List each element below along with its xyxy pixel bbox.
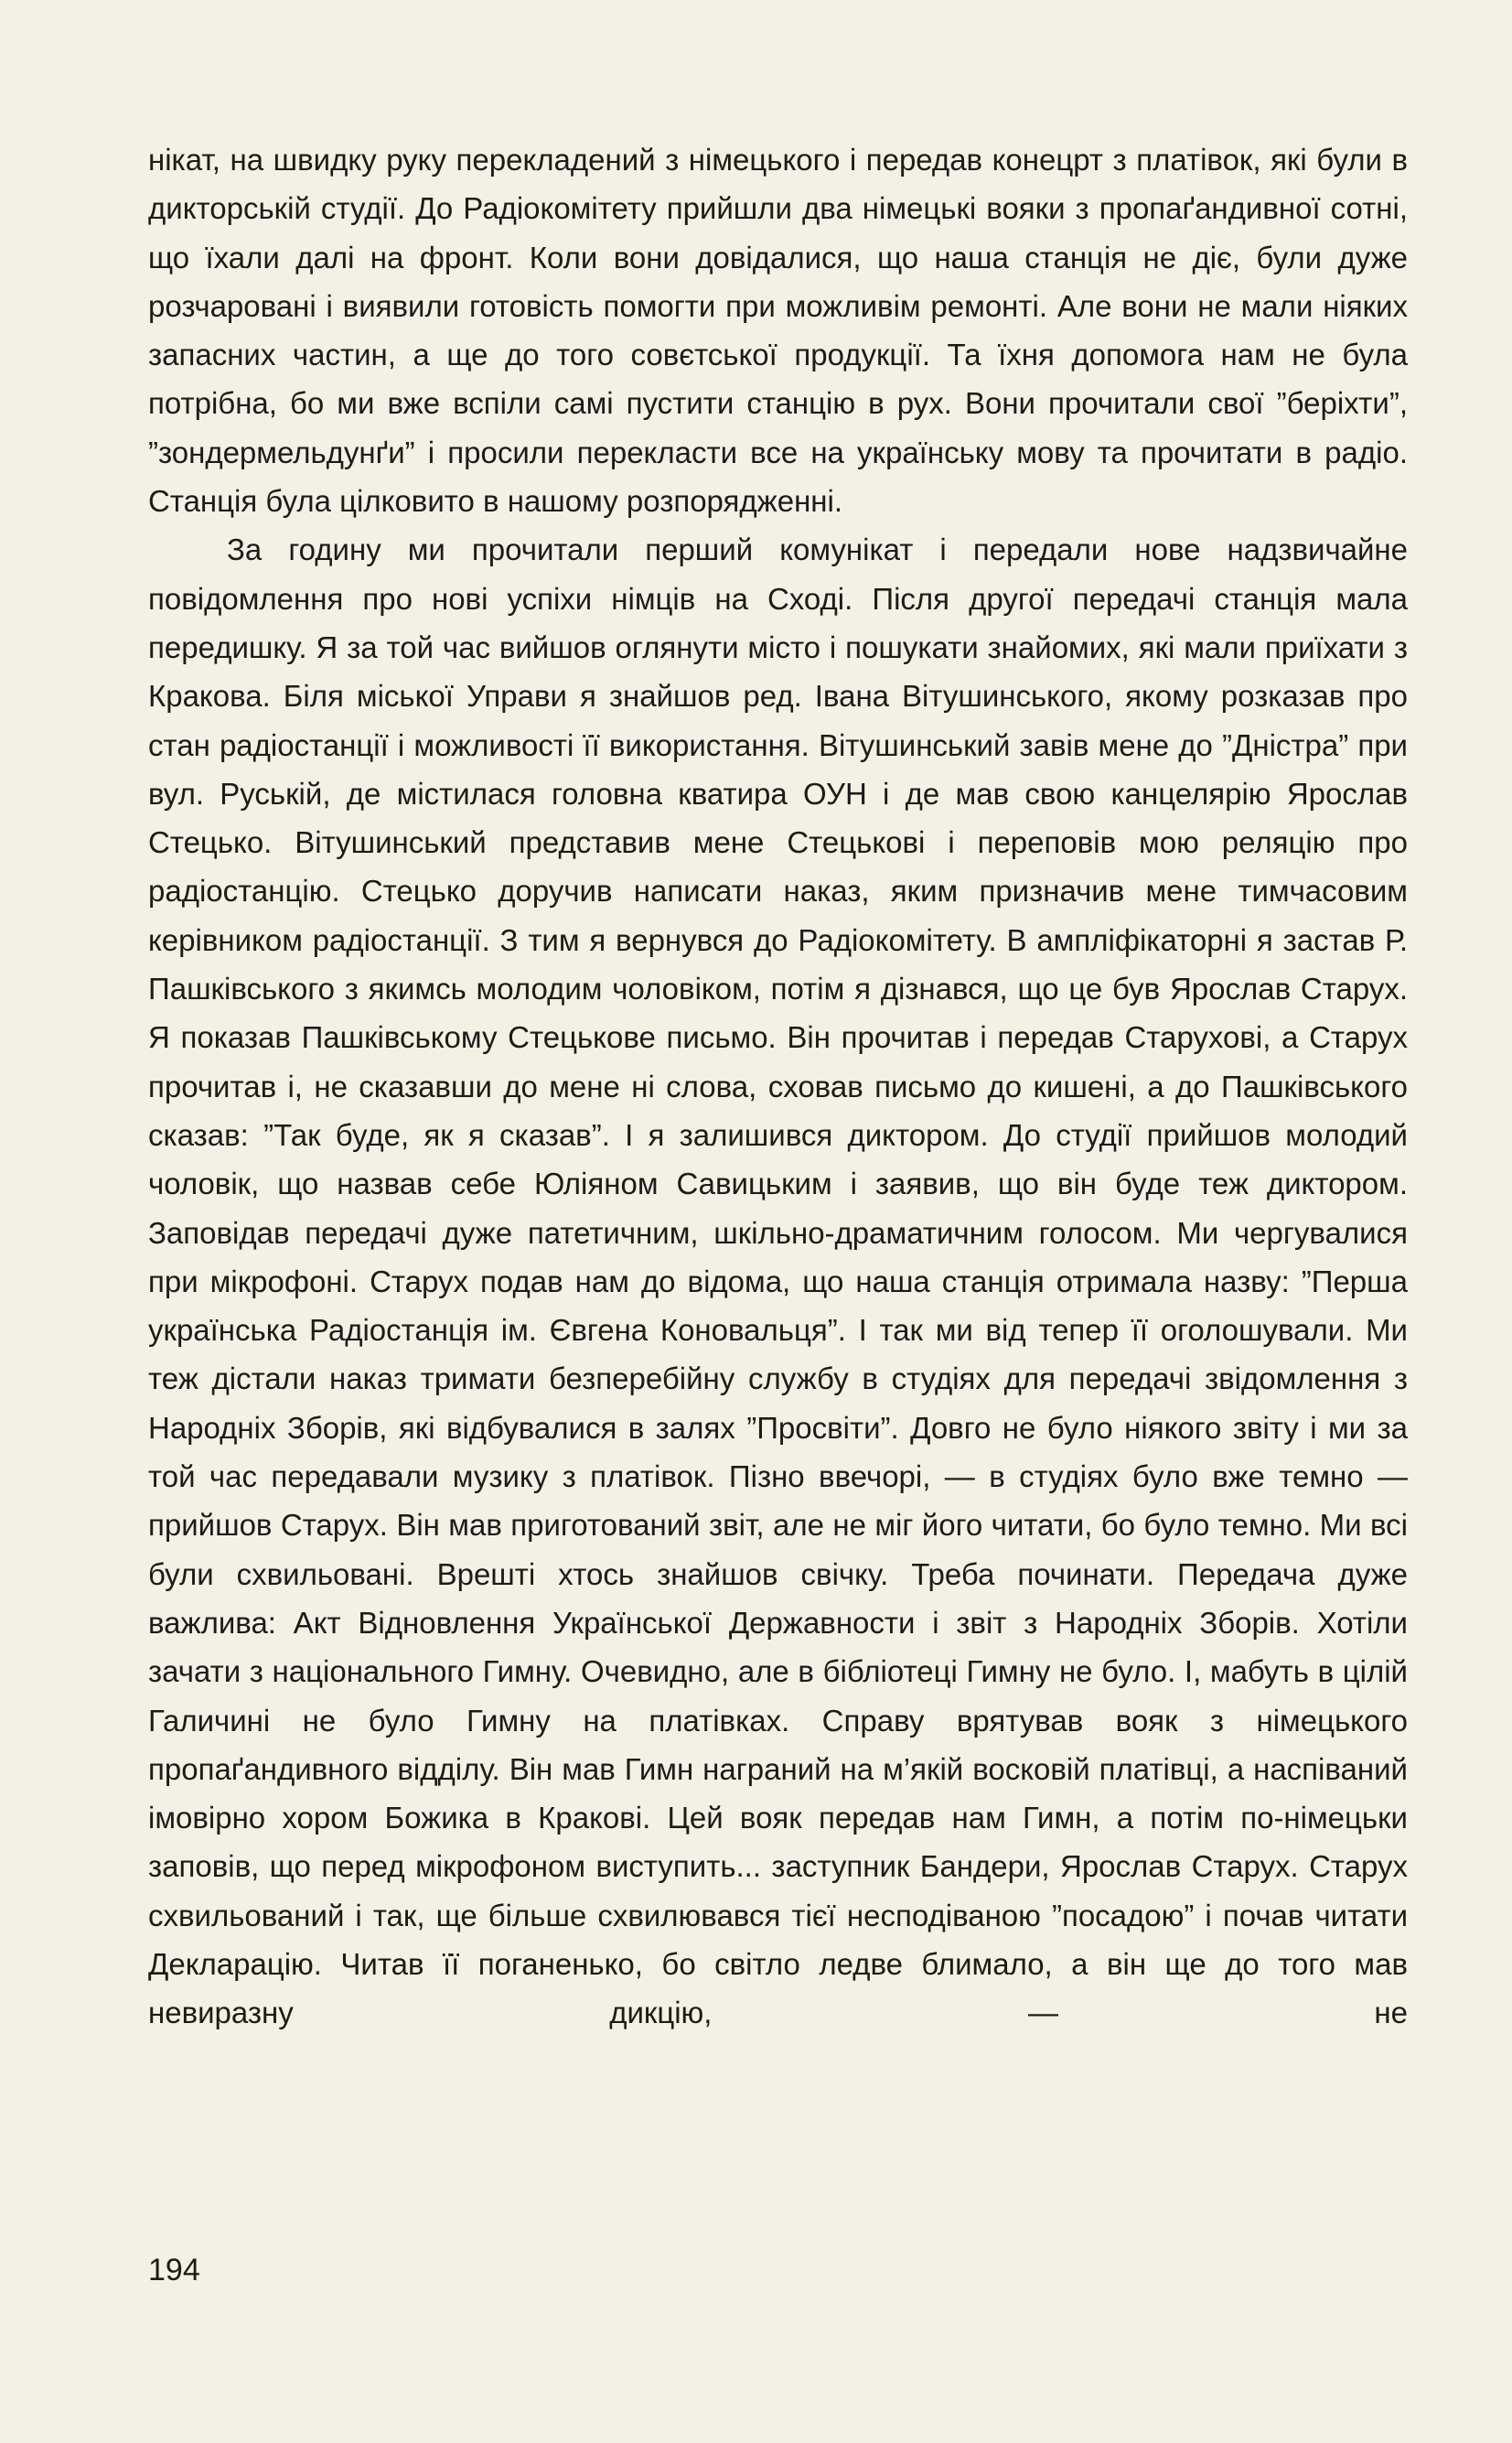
body-text <box>148 135 1408 2038</box>
paragraph-1: нікат, на швидку руку перекладений з німецького і передав конецрт з платівок, які були в дикторській студії. До Радіокомітету прийшли два німецькі вояки з пропаґандивної сотні, що їхали далі на фронт. Коли вони довідалися, що наша станція не діє, були дуже розчаровані і виявили готовість помогти при можливім ремонті. Але вони не мали ніяких запасних частин, а ще до того совєтської продукції. Та їхня допомога нам не була потрібна, бо ми вже вспіли самі пустити станцію в рух. Вони прочитали свої ”беріхти”, ”зондермельдунґи” і просили перекласти все на українську мову та прочитати в радіо. Станція була цілковито в нашому розпорядженні. <box>148 143 1408 519</box>
page-number: 194 <box>148 2253 200 2287</box>
paragraph-2: За годину ми прочитали перший комунікат і передали нове надзвичайне повідомлення про нові успіхи німців на Сході. Після другої передачі станція мала передишку. Я за той час вийшов оглянути місто і пошукати знайомих, які мали приїхати з Кракова. Біля міської Управи я знайшов ред. Івана Вітушинського, якому розказав про стан радіостанції і можливості її використання. Вітушинський завів мене до ”Дністра” при вул. Руській, де містилася головна кватира ОУН і де мав свою канцелярію Ярослав Стецько. Вітушинський представив мене Стецькові і переповів мою реляцію про радіостанцію. Стецько доручив написати наказ, яким призначив мене тимчасовим керівником радіостанції. З тим я вернувся до Радіокомітету. В ампліфікаторні я застав Р. Пашківського з якимсь молодим чоловіком, потім я дізнався, що це був Ярослав Старух. Я показав Пашківському Стецькове письмо. Він прочитав і передав Старухові, а Старух прочитав і, не сказавши до мене ні слова, сховав письмо до кишені, а до Пашківського сказав: ”Так буде, як я сказав”. І я залишився диктором. До студії прийшов молодий чоловік, що назвав себе Юліяном Савицьким і заявив, що він буде теж диктором. Заповідав передачі дуже патетичним, шкільно-драматичним голосом. Ми чергувалися при мікрофоні. Старух подав нам до відома, що наша станція отримала назву: ”Перша українська Радіостанція ім. Євгена Коновальця”. І так ми від тепер її оголошували. Ми теж дістали наказ тримати безперебійну службу в студіях для передачі звідомлення з Народніх Зборів, які відбувалися в залях ”Просвіти”. Довго не було ніякого звіту і ми за той час передавали музику з платівок. Пізно ввечорі, — в студіях було вже темно — прийшов Старух. Він мав приготований звіт, але не міг його читати, бо було темно. Ми всі були схвильовані. Врешті хтось знайшов свічку. Треба починати. Передача дуже важлива: Акт Відновлення Української Державности і звіт з Народніх Зборів. Хотіли зачати з національного Гимну. Очевидно, але в бібліотеці Гимну не було. І, мабуть в цілій Галичині не було Гимну на платівках. Справу врятував вояк з німецького пропаґандивного відділу. Він мав Гимн награний на м’якій восковій платівці, а наспіваний імовірно хором Божика в Кракові. Цей вояк передав нам Гимн, а потім по-німецьки заповів, що перед мікрофоном виступить... заступник Бандери, Ярослав Старух. Старух схвильований і так, ще більше схвилювався тієї несподіваною ”посадою” і почав читати Декларацію. Читав її поганенько, бо світло ледве блимало, а він ще до того мав невиразну дикцію, — не <box>148 533 1408 2030</box>
